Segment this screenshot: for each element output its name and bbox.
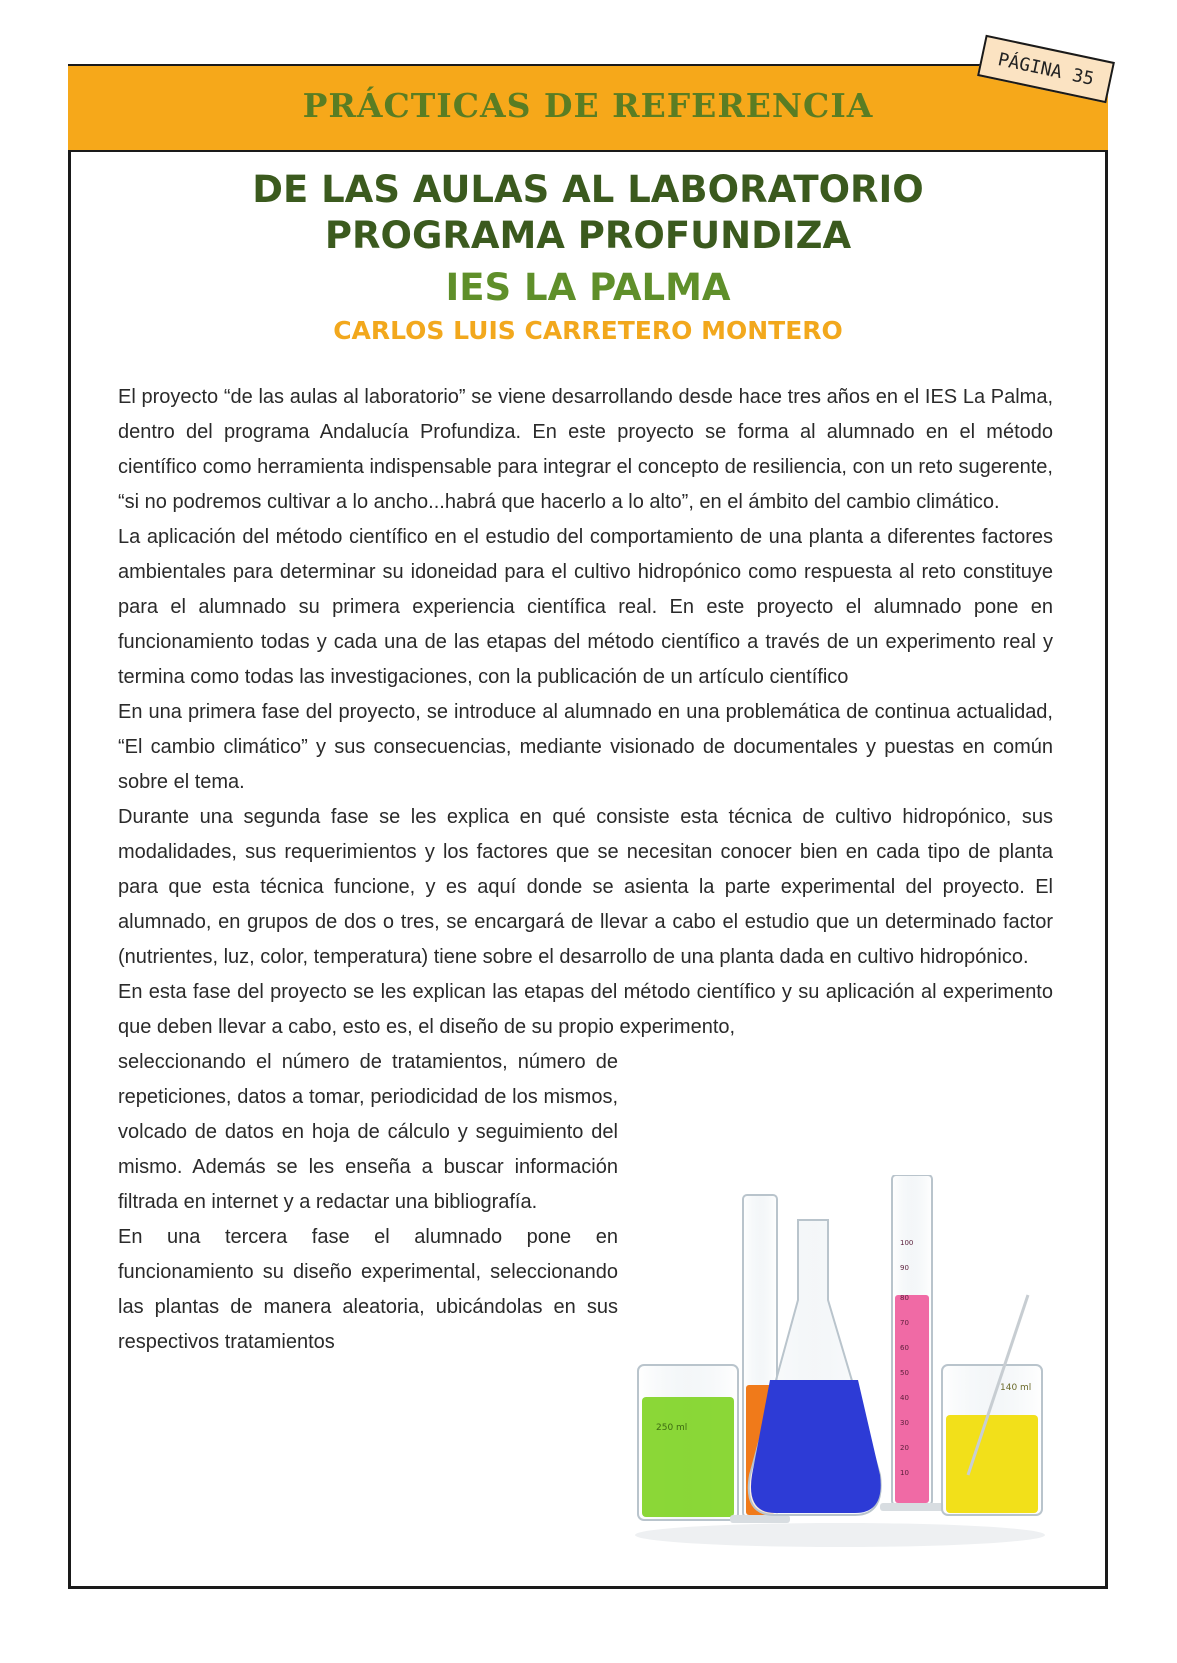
- beaker-label: 250 ml: [656, 1423, 688, 1433]
- tick-label: 70: [900, 1319, 909, 1327]
- tick-label: 30: [900, 1419, 909, 1427]
- yellow-beaker: [942, 1295, 1042, 1515]
- tick-label: 50: [900, 1369, 909, 1377]
- paragraph: La aplicación del método científico en el estudio del comportamiento de una planta a diferentes factores ambientales para determinar su idoneidad para el cultivo hidropónico como respuesta al reto constituye para el alumnado su primera experiencia científica real. En este proyecto el alumnado pone en funcionamiento todas y cada una de las etapas del método científico a través de un experimento real y termina como todas las investigaciones, con la publicación de un artículo científico: [118, 526, 1053, 688]
- lab-glassware-icon: [630, 1175, 1050, 1550]
- paragraph: El proyecto “de las aulas al laboratorio” se viene desarrollando desde hace tres años en el IES La Palma, dentro del programa Andalucía Profundiza. En este proyecto se forma al alumnado en el método científico como herramienta indispensable para integrar el concepto de resiliencia, con un reto sugerente, “si no podremos cultivar a lo ancho...habrá que hacerlo a lo alto”, en el ámbito del cambio climático.: [118, 386, 1053, 513]
- tick-label: 10: [900, 1469, 909, 1477]
- green-beaker: [638, 1365, 738, 1520]
- article-title-line-2: PROGRAMA PROFUNDIZA: [324, 214, 852, 257]
- paragraph: En una primera fase del proyecto, se introduce al alumnado en una problemática de continua actualidad, “El cambio climático” y sus consecuencias, mediante visionado de documentales y puestas en común sobre el tema.: [118, 701, 1053, 793]
- author-name: CARLOS LUIS CARRETERO MONTERO: [333, 316, 843, 345]
- tick-label: 60: [900, 1344, 909, 1352]
- section-title: PRÁCTICAS DE REFERENCIA: [302, 86, 874, 125]
- beaker-label: 140 ml: [1000, 1383, 1032, 1393]
- tick-label: 20: [900, 1444, 909, 1452]
- article-title-line-1: DE LAS AULAS AL LABORATORIO: [252, 168, 924, 211]
- tick-label: 40: [900, 1394, 909, 1402]
- paragraph: Durante una segunda fase se les explica en qué consiste esta técnica de cultivo hidropónico, sus modalidades, sus requerimientos y los factores que se necesitan conocer bien en cada tipo de planta para que esta técnica funcione, y es aquí donde se asienta la parte experimental del proyecto. El alumnado, en grupos de dos o tres, se encargará de llevar a cabo el estudio que un determinado factor (nutrientes, luz, color, temperatura) tiene sobre el desarrollo de una planta dada en cultivo hidropónico.: [118, 806, 1053, 968]
- school-name: IES LA PALMA: [445, 266, 731, 309]
- tick-label: 90: [900, 1264, 909, 1272]
- paragraph: En una tercera fase el alumnado pone en funcionamiento su diseño experimental, seleccionando las plantas de manera aleatoria, ubicándolas en sus respectivos tratamientos: [118, 1226, 618, 1353]
- page-number-tag: PÁGINA 35: [977, 35, 1115, 104]
- tick-label: 80: [900, 1294, 909, 1302]
- paragraph: En esta fase del proyecto se les explican las etapas del método científico y su aplicación al experimento que deben llevar a cabo, esto es, el diseño de su propio experimento,: [118, 981, 1053, 1038]
- pink-cylinder: [880, 1175, 944, 1511]
- tick-label: 100: [900, 1239, 914, 1247]
- paragraph: seleccionando el número de tratamientos, número de repeticiones, datos a tomar, periodicidad de los mismos, volcado de datos en hoja de cálculo y seguimiento del mismo. Además se les enseña a buscar información filtrada en internet y a redactar una bibliografía.: [118, 1051, 618, 1213]
